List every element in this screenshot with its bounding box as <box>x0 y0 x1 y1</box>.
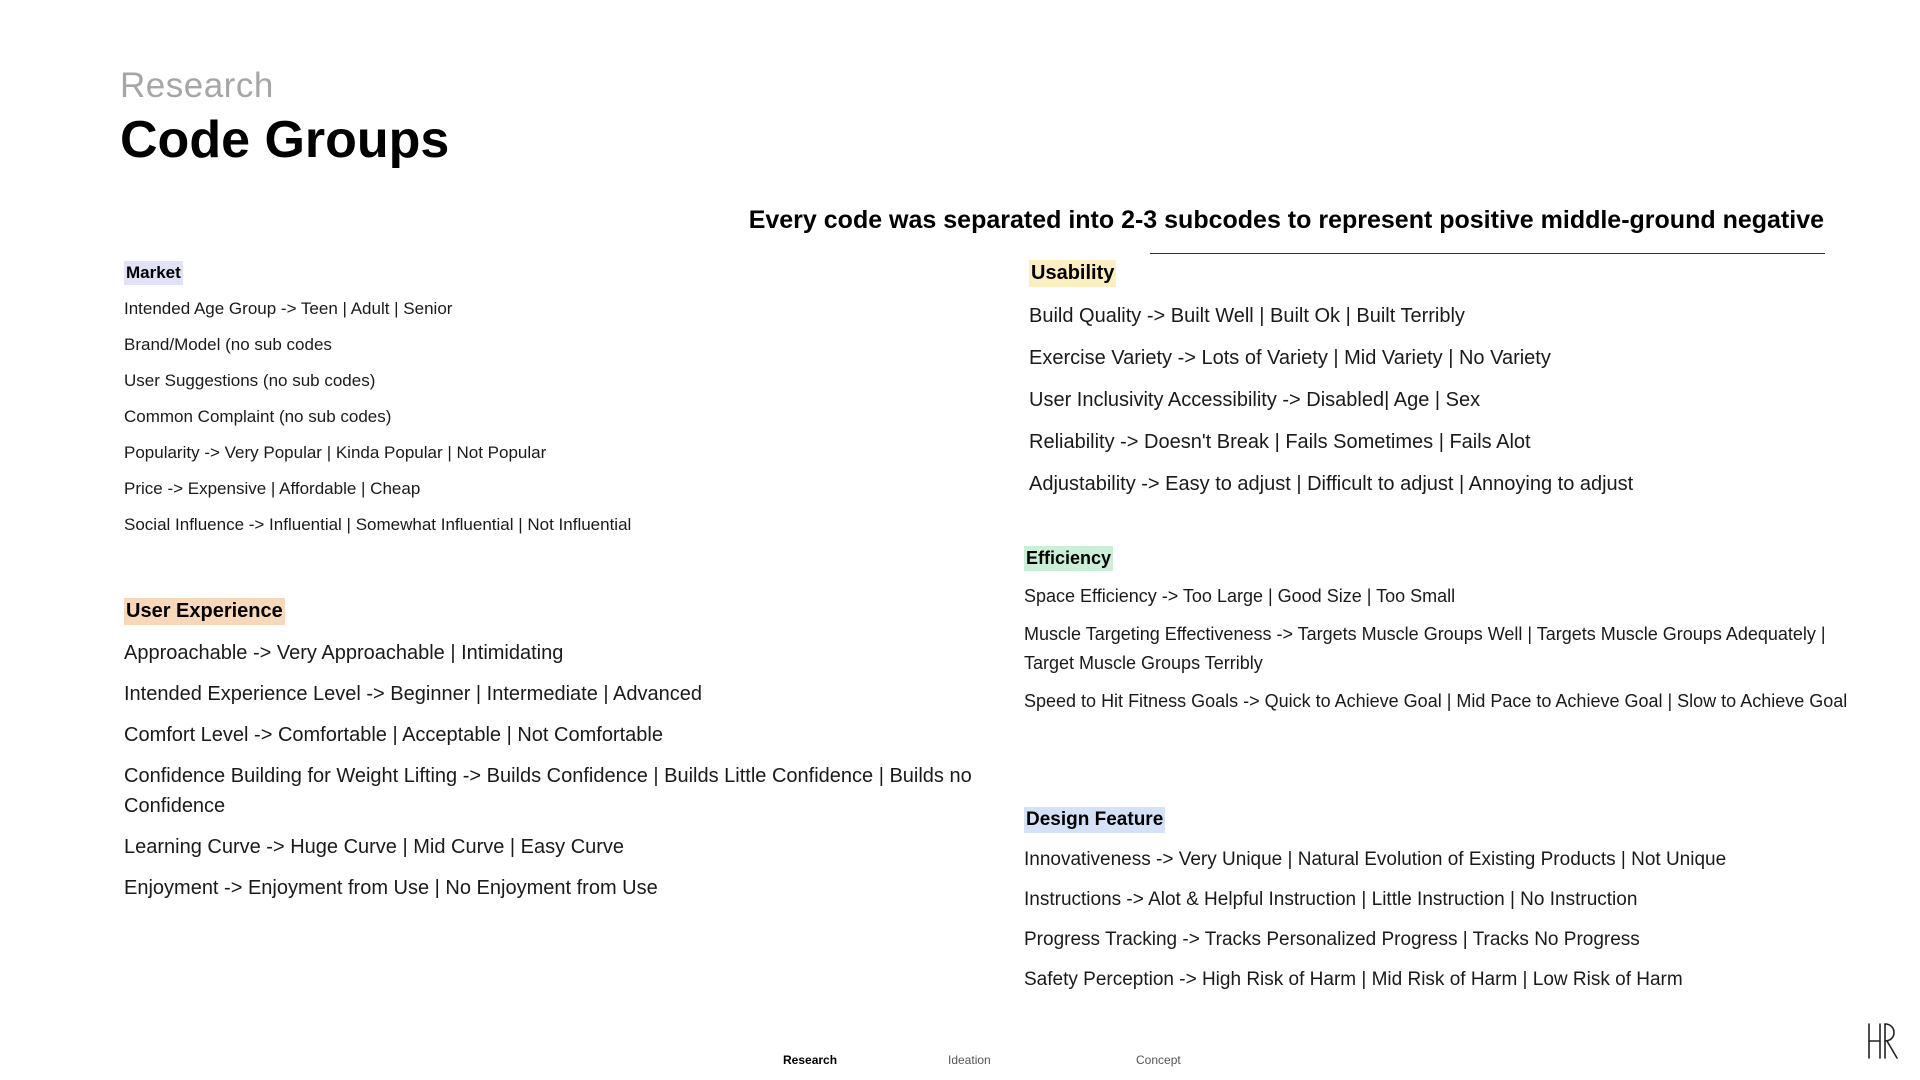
usability-item: Adjustability -> Easy to adjust | Difficult to adjust | Annoying to adjust <box>1029 473 1634 495</box>
note-underline <box>1150 253 1825 254</box>
market-item: Common Complaint (no sub codes) <box>124 407 392 426</box>
user-experience-item: Intended Experience Level -> Beginner | Intermediate | Advanced <box>124 683 702 705</box>
usability-item: Build Quality -> Built Well | Built Ok | Built Terribly <box>1029 305 1465 327</box>
design-feature-item: Instructions -> Alot & Helpful Instruction | Little Instruction | No Instruction <box>1024 889 1638 910</box>
nav-ideation[interactable]: Ideation <box>948 1053 991 1067</box>
design-feature-item: Innovativeness -> Very Unique | Natural Evolution of Existing Products | Not Unique <box>1024 849 1727 870</box>
efficiency-item: Space Efficiency -> Too Large | Good Size | Too Small <box>1024 586 1456 606</box>
user-experience-item: Comfort Level -> Comfortable | Acceptable | Not Comfortable <box>124 724 663 746</box>
user-experience-item: Enjoyment -> Enjoyment from Use | No Enjoyment from Use <box>124 877 658 899</box>
market-item: User Suggestions (no sub codes) <box>124 371 376 390</box>
market-item: Intended Age Group -> Teen | Adult | Senior <box>124 299 453 318</box>
subcode-note: Every code was separated into 2-3 subcodes to represent positive middle-ground negative <box>748 206 1824 234</box>
page-title: Code Groups <box>120 111 450 169</box>
market-item: Price -> Expensive | Affordable | Cheap <box>124 479 421 498</box>
design-feature-group <box>1024 807 1870 995</box>
user-experience-item: Confidence Building for Weight Lifting -> Builds Confidence | Builds Little Confidence | Builds no Confidence <box>124 765 972 817</box>
user-experience-group <box>124 598 984 903</box>
market-item: Social Influence -> Influential | Somewhat Influential | Not Influential <box>124 515 632 534</box>
usability-item: Exercise Variety -> Lots of Variety | Mid Variety | No Variety <box>1029 347 1551 369</box>
market-group <box>124 261 1024 535</box>
nav-research[interactable]: Research <box>783 1053 838 1067</box>
user-experience-item: Learning Curve -> Huge Curve | Mid Curve | Easy Curve <box>124 836 625 858</box>
hr-logo-icon <box>1866 1022 1900 1060</box>
market-item: Popularity -> Very Popular | Kinda Popular | Not Popular <box>124 443 547 462</box>
user-experience-tag: User Experience <box>124 598 285 625</box>
usability-group <box>1029 260 1869 499</box>
design-feature-item: Progress Tracking -> Tracks Personalized Progress | Tracks No Progress <box>1024 929 1640 950</box>
efficiency-group <box>1024 546 1870 716</box>
nav-concept[interactable]: Concept <box>1136 1053 1181 1067</box>
usability-item: User Inclusivity Accessibility -> Disabled| Age | Sex <box>1029 389 1481 411</box>
market-tag: Market <box>124 261 183 285</box>
usability-tag: Usability <box>1029 260 1116 287</box>
user-experience-item: Approachable -> Very Approachable | Intimidating <box>124 642 564 664</box>
market-item: Brand/Model (no sub codes <box>124 335 332 354</box>
section-eyebrow: Research <box>120 66 274 105</box>
usability-item: Reliability -> Doesn't Break | Fails Sometimes | Fails Alot <box>1029 431 1531 453</box>
efficiency-item: Speed to Hit Fitness Goals -> Quick to Achieve Goal | Mid Pace to Achieve Goal | Slow to Achieve Goal <box>1024 691 1848 711</box>
design-feature-tag: Design Feature <box>1024 807 1165 833</box>
efficiency-tag: Efficiency <box>1024 546 1113 571</box>
design-feature-item: Safety Perception -> High Risk of Harm | Mid Risk of Harm | Low Risk of Harm <box>1024 969 1683 990</box>
efficiency-item: Muscle Targeting Effectiveness -> Targets Muscle Groups Well | Targets Muscle Groups Adequately | Target Muscle Groups Terribly <box>1024 624 1826 673</box>
